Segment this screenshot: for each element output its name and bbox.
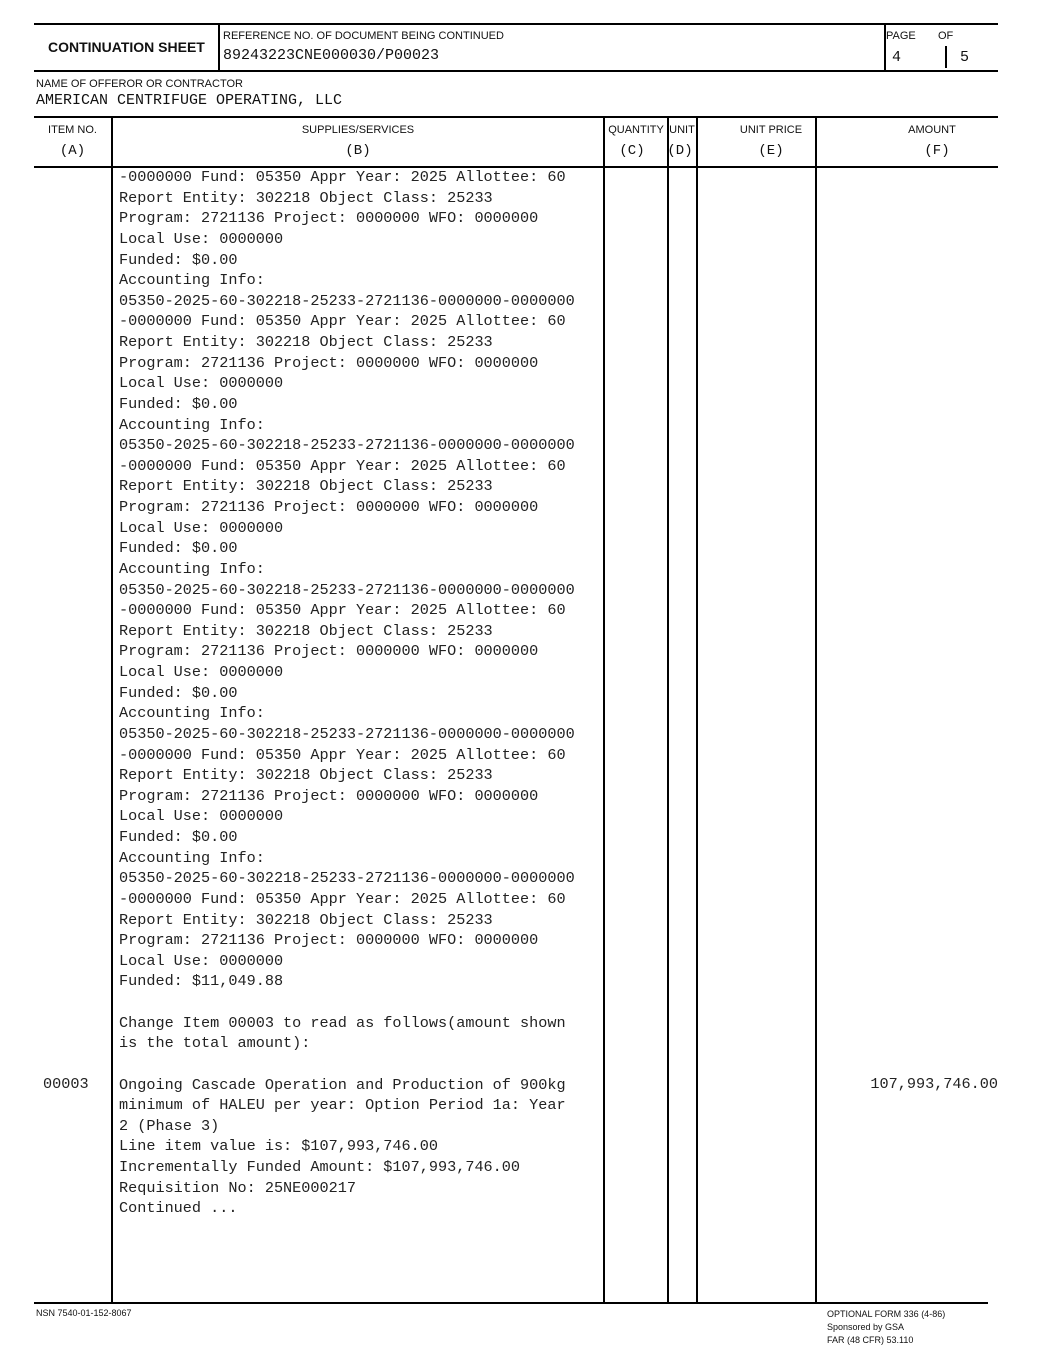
service-text-line: Program: 2721136 Project: 0000000 WFO: 0000000 <box>119 642 539 661</box>
col-divider-e <box>815 116 817 1302</box>
service-text-line: -0000000 Fund: 05350 Appr Year: 2025 Allottee: 60 <box>119 168 566 186</box>
form-far-reference: FAR (48 CFR) 53.110 <box>827 1335 914 1345</box>
of-label: OF <box>938 30 954 42</box>
page-total: 5 <box>960 49 970 66</box>
service-text-line: 05350-2025-60-302218-25233-2721136-0000000-0000000 <box>119 869 575 888</box>
service-text-line: Program: 2721136 Project: 0000000 WFO: 0000000 <box>119 498 539 516</box>
service-text-line: Funded: $0.00 <box>119 250 238 269</box>
title-divider <box>218 23 220 72</box>
page-number: 4 <box>892 49 902 66</box>
sheet-title: CONTINUATION SHEET <box>48 39 205 55</box>
table-top-border <box>34 116 998 118</box>
service-text-line: Accounting Info: <box>119 415 265 434</box>
service-text-line: Incrementally Funded Amount: $107,993,746.00 <box>119 1158 521 1176</box>
column-code-d: (D) <box>667 143 693 159</box>
service-text-line: Program: 2721136 Project: 0000000 WFO: 0000000 <box>119 931 539 950</box>
service-text-line: Program: 2721136 Project: 0000000 WFO: 0000000 <box>119 209 539 228</box>
service-text-line: Report Entity: 302218 Object Class: 25233 <box>119 477 493 496</box>
service-text-line: Accounting Info: <box>119 559 265 578</box>
top-border <box>34 23 998 25</box>
service-text-line: -0000000 Fund: 05350 Appr Year: 2025 Allottee: 60 <box>119 601 566 620</box>
reference-label: REFERENCE NO. OF DOCUMENT BEING CONTINUED <box>223 30 504 42</box>
service-text-line: Accounting Info: <box>119 848 265 867</box>
form-sponsor: Sponsored by GSA <box>827 1322 905 1332</box>
page-label: PAGE <box>886 30 916 42</box>
service-text-line: Report Entity: 302218 Object Class: 25233 <box>119 188 493 207</box>
col-divider-d <box>696 116 698 1302</box>
service-text-line: Accounting Info: <box>119 271 265 290</box>
column-code-f: (F) <box>924 143 950 159</box>
form-number: OPTIONAL FORM 336 (4-86) <box>827 1309 946 1319</box>
service-text-line <box>119 992 603 1013</box>
column-code-a: (A) <box>59 143 86 159</box>
service-text-line: Local Use: 0000000 <box>119 807 284 826</box>
column-header-amount: AMOUNT <box>908 124 956 136</box>
service-text-line: Line item value is: $107,993,746.00 <box>119 1137 438 1156</box>
item-number: 00003 <box>43 1075 89 1093</box>
column-header-item-no: ITEM NO. <box>48 124 97 136</box>
service-text-line: Local Use: 0000000 <box>119 374 284 393</box>
column-header-unit: UNIT <box>669 124 695 136</box>
service-text-line: Local Use: 0000000 <box>119 663 284 681</box>
column-code-c: (C) <box>619 143 645 159</box>
column-header-quantity: QUANTITY <box>608 124 664 136</box>
column-header-unit-price: UNIT PRICE <box>739 124 803 136</box>
service-text-line: minimum of HALEU per year: Option Period 1a: Year <box>119 1096 566 1115</box>
service-text-line: -0000000 Fund: 05350 Appr Year: 2025 Allottee: 60 <box>119 312 566 331</box>
col-divider-b <box>603 116 605 1302</box>
service-text-line: 05350-2025-60-302218-25233-2721136-0000000-0000000 <box>119 724 575 743</box>
service-text-line: Funded: $0.00 <box>119 539 238 558</box>
reference-number: 89243223CNE000030/P00023 <box>223 47 440 64</box>
service-text-line: Funded: $0.00 <box>119 828 238 846</box>
nsn-number: NSN 7540-01-152-8067 <box>36 1308 132 1318</box>
column-code-e: (E) <box>758 143 784 159</box>
offeror-label: NAME OF OFFEROR OR CONTRACTOR <box>36 78 243 90</box>
service-text-line: Report Entity: 302218 Object Class: 25233 <box>119 910 493 929</box>
service-text-line: Program: 2721136 Project: 0000000 WFO: 0000000 <box>119 786 539 805</box>
service-text-line: 05350-2025-60-302218-25233-2721136-0000000-0000000 <box>119 580 575 599</box>
service-text-line: 05350-2025-60-302218-25233-2721136-0000000-0000000 <box>119 291 575 310</box>
column-header-supplies: SUPPLIES/SERVICES <box>301 124 415 136</box>
header-bottom-border <box>34 70 998 72</box>
offeror-name: AMERICAN CENTRIFUGE OPERATING, LLC <box>36 92 343 109</box>
service-text-line: Change Item 00003 to read as follows(amount shown <box>119 1013 566 1032</box>
service-text-line: Ongoing Cascade Operation and Production of 900kg <box>119 1075 566 1094</box>
service-text-line: Report Entity: 302218 Object Class: 25233 <box>119 333 493 351</box>
service-text-line: is the total amount): <box>119 1034 311 1053</box>
service-text-line: Continued ... <box>119 1199 238 1218</box>
supplies-services-text <box>119 167 603 1219</box>
table-bottom-border <box>34 1302 988 1304</box>
page-of-divider <box>945 46 947 68</box>
service-text-line: Requisition No: 25NE000217 <box>119 1178 356 1197</box>
service-text-line: Report Entity: 302218 Object Class: 25233 <box>119 621 493 640</box>
service-text-line <box>119 1054 603 1075</box>
service-text-line: Local Use: 0000000 <box>119 229 284 248</box>
service-text-line: Local Use: 0000000 <box>119 518 284 537</box>
service-text-line: -0000000 Fund: 05350 Appr Year: 2025 Allottee: 60 <box>119 456 566 475</box>
column-code-b: (B) <box>345 143 371 159</box>
service-text-line: Report Entity: 302218 Object Class: 25233 <box>119 766 493 785</box>
service-text-line: Funded: $0.00 <box>119 683 238 702</box>
service-text-line: Local Use: 0000000 <box>119 951 284 970</box>
col-divider-a <box>111 116 113 1302</box>
service-text-line: -0000000 Fund: 05350 Appr Year: 2025 Allottee: 60 <box>119 889 566 908</box>
service-text-line: Program: 2721136 Project: 0000000 WFO: 0000000 <box>119 353 539 372</box>
col-divider-c <box>667 116 669 1302</box>
item-amount: 107,993,746.00 <box>870 1075 998 1093</box>
service-text-line: Funded: $11,049.88 <box>119 972 284 991</box>
service-text-line: 05350-2025-60-302218-25233-2721136-0000000-0000000 <box>119 436 575 455</box>
service-text-line: -0000000 Fund: 05350 Appr Year: 2025 Allottee: 60 <box>119 745 566 764</box>
service-text-line: Accounting Info: <box>119 704 265 723</box>
service-text-line: 2 (Phase 3) <box>119 1116 220 1135</box>
service-text-line: Funded: $0.00 <box>119 394 238 413</box>
